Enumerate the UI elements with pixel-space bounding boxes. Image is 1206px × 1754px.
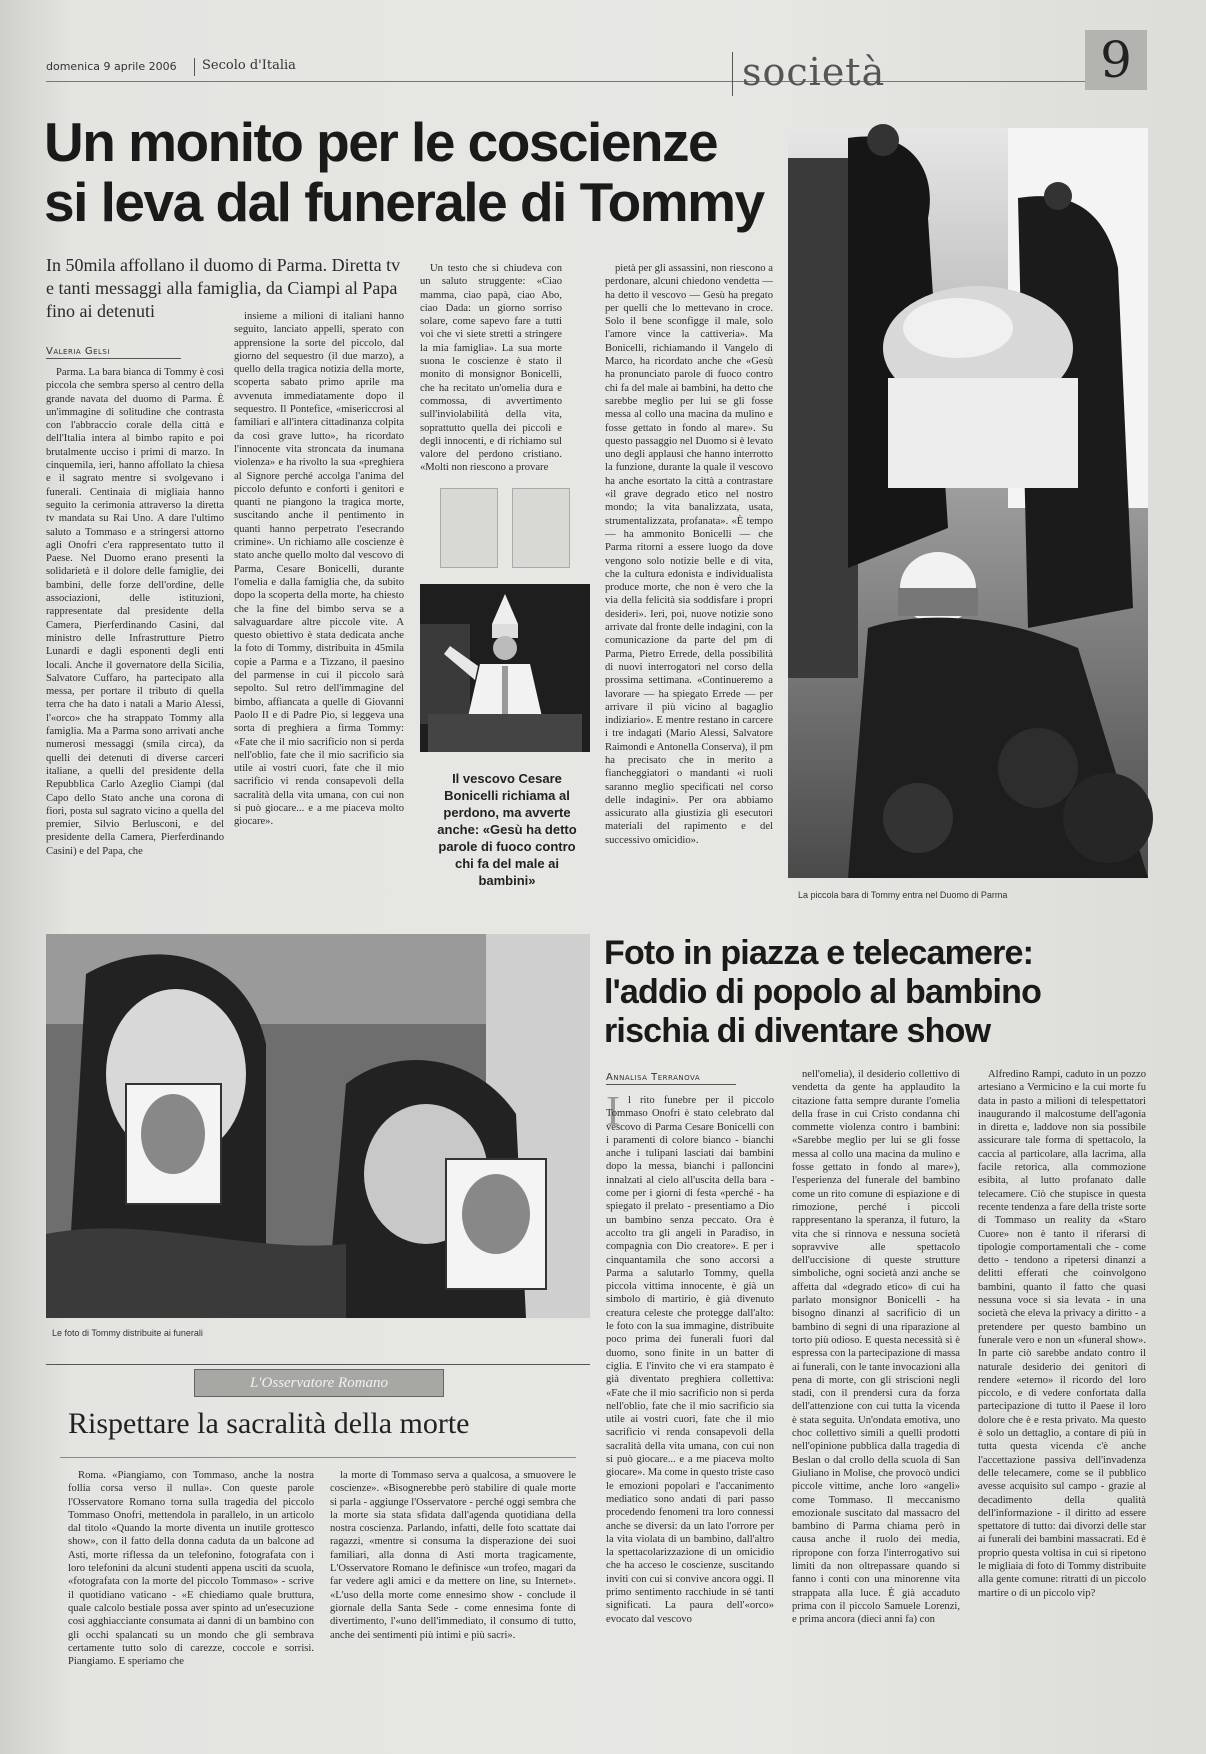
article2-column-3: Alfredino Rampi, caduto in un pozzo artesiano a Vermicino e la cui morte fu data in pasto a milioni di telespettatori inaugurando il malcostume dell'agonia in diretta e, laddove non sia possibile assicurare tale forma di spettacolo, la caccia al particolare, alla lacrima, alla facile retorica, alla commozione esibita, al lutto profanato dalle telecamere. Ciò che stupisce in questa recente tendenza a fare della triste sorte di Tommaso un reality da «Staro Cuore» non è tanto il riferarsi di tipologie comportamentali che - come detto - tendono a ripetersi dinanzi a delitti efferati che coinvolgono bambini, quanto il fatto che quasi nessuna voce si sia levata - in una società che eleva la privacy a diritto - a pretendere per questo bambino un funerale vero e non un «funeral show». In parte ciò sarebbe andato contro il naturale desiderio dei genitori di rendere «eterno» il ricordo del loro piccolo, e di vedere confortata dalla partecipazione di tutto il Paese il loro dolore che è e resta privato. Ma questo è solo un dettaglio, a contare di più in tutta questa vicenda c'è anche l'accettazione passiva dell'invadenza delle telecamere, come se il pubblico avesse acquisito sul campo - grazie al decadimento della qualità dell'informazione - il diritto ad essere spettatore di tutto: dai divorzi delle star ai funerali dei bambini massacrati. Ed è proprio questa voltisa in cui si ripetono le migliaia di foto di Tommy distribuite alla gente comune: ritratti di un piccolo martire o di un piccolo vip? xyxy=(978,1069,1146,1599)
byline2-rule xyxy=(606,1084,736,1085)
decorative-frame-2 xyxy=(512,488,570,568)
article2-headline xyxy=(604,934,1149,1051)
byline-rule xyxy=(46,358,181,359)
article2-dropcap: I xyxy=(606,1089,620,1135)
coffin-photo-caption: La piccola bara di Tommy entra nel Duomo di Parma xyxy=(798,890,1008,900)
masthead-divider-1 xyxy=(194,58,195,76)
article1-summary: In 50mila affollano il duomo di Parma. Diretta tv e tanti messaggi alla famiglia, da Ciampi al Papa fino ai detenuti xyxy=(46,255,401,321)
masthead-rule xyxy=(46,81,1146,82)
bishop-illustration xyxy=(420,584,590,752)
article1-byline: Valeria Gelsi xyxy=(46,346,110,357)
women-illustration xyxy=(46,934,590,1318)
article1-column-2: insieme a milioni di italiani hanno seguito, lanciato appelli, sperato con apprensione la sorte del piccolo, dal giorno del sequestro (il due marzo), a quello della tragica notizia della morte, scoperta sabato primo aprile ma avvenuta immediatamente dopo il sequestro. Il Pontefice, «misericcrosi al familiari e all'intera cittadinanza colpita da così grave lutto», ha ricordato l'innocente vita stroncata da inumana violenza» e ha rivolto la sua «preghiera al Signore perché accolga l'anima del piccolo defunto e conforti i genitori e quanti ne piangono la tragica morte, suscitando anche il pentimento in quanti hanno perpetrato l'esecrando crimine». Un richiamo alle coscienze è stato anche quello molto dal vescovo di Parma, Cesare Bonicelli, durante l'omelia e dalla famiglia che, da subito dopo la scoperta della morte, ha chiesto che la fine del bimbo serva se a salvaguardare altre piccole vite. A questo obiettivo è stata dedicata anche la foto di Tommy, distribuita in 45mila copie a Parma e a Tizzano, il paesino del parmense in cui il piccolo sarà sepolto. Sul retro dell'immagine del bimbo, affiancata a quelle di Giovanni Paolo II e di Padre Pio, si leggeva una sorta di preghiera a firma Tommy: «Fate che il mio sacrificio non si perda nell'oblio, fate che il mio sacrificio sia utile ai vostri cuori, fate che il mio sacrificio vi renda consapevoli della sacralità della vita umana, con cui non si può giocare... e a me piaceva molto giocare». xyxy=(234,311,404,828)
box-kicker-band xyxy=(194,1369,444,1397)
headline-line-1: Un monito per le coscienze xyxy=(44,111,718,173)
box-kicker: L'Osservatore Romano xyxy=(249,1375,389,1391)
box-rule xyxy=(60,1457,576,1458)
coffin-photo xyxy=(788,128,1148,878)
osservatore-box xyxy=(46,1364,590,1749)
pull-quote: Il vescovo Cesare Bonicelli richiama al perdono, ma avverte anche: «Gesù ha detto parole di fuoco contro chi fa del male ai bambini» xyxy=(437,771,577,888)
paper-name: Secolo d'Italia xyxy=(202,58,296,73)
article2-byline: Annalisa Terranova xyxy=(606,1072,701,1083)
headline2-line-2: l'addio di popolo al bambino xyxy=(604,973,1042,1011)
decorative-frame-1 xyxy=(440,488,498,568)
coffin-illustration xyxy=(788,128,1148,878)
page-date: domenica 9 aprile 2006 xyxy=(46,60,177,73)
headline2-line-3: rischia di diventare show xyxy=(604,1012,991,1050)
headline-line-2: si leva dal funerale di Tommy xyxy=(44,171,764,233)
article1-column-3: Un testo che si chiudeva con un saluto struggente: «Ciao mamma, ciao papà, ciao Abo, ciao Dada: un giorno sorriso solare, come sapevo fare a tutti voi che vi siete stretti a stringere la mia famiglia». La sua morte suona le coscienze è stato il monito di monsignor Bonicelli, che ha recitato un'omelia dura e commossa, di avvertimento sull'inviolabilità della vita, soprattutto quella dei piccoli e degli innocenti, e di richiamo sul valore del perdono cristiano. «Molti non riescono a provare xyxy=(420,263,562,474)
box-column-2: la morte di Tommaso serva a qualcosa, a smuovere le coscienze». «Bisognerebbe però stabilire di quale morte si parla - aggiunge l'Osservatore - perché oggi sembra che la morte sia stata sfidata dall'agenda quotidiana della nostra coscienza. Parlando, infatti, delle foto scattate dai ragazzi, «mentre si consuma la disperazione dei suoi familiari, alla donna di Asti morta tragicamente, L'Osservatore Romano le definisce «un trofeo, magari da far vedere agli amici e da mettere on line, su Internet». «L'uso della morte come ennesimo show - conclude il giornale della Santa Sede - come ennesima fonte di divertimento, l'«uno dell'immediato, il consumo di tutto, anche dei sentimenti più intimi e più sacri». xyxy=(330,1470,576,1641)
women-photo xyxy=(46,934,590,1318)
masthead-divider-2 xyxy=(732,52,733,96)
headline2-line-1: Foto in piazza e telecamere: xyxy=(604,934,1034,972)
page-number-box xyxy=(1085,30,1147,90)
bishop-photo xyxy=(420,584,590,752)
article2-column-1: l rito funebre per il piccolo Tommaso Onofri è stato celebrato dal vescovo di Parma Cesare Bonicelli con i paramenti di colore bianco - bianchi anche i tulipani lasciati dai bambini dopo la messa, bianchi i palloncini innalzati al cielo all'uscita della bara - come per i giorni di festa «perché - ha spiegato il prelato - presentiamo a Dio un bambino senza peccato. Ora è accolto tra gli angeli in Paradiso, in compagnia con Dio creatore». E per i cinquantamila che sono accorsi a Parma a salutarlo Tommy, quella piccola vittima innocente, è già un simbolo di martirio, è già divenuto creatura celeste che protegge dall'alto: le foto con la sua immagine, distribuite poco prima dei funerali fuori dal duomo, sono finite in un batter di ciglia. E l'invito che vi era stampato è già diventato preghiera collettiva: «Fate che il mio sacrificio non si perda nell'oblio, fate che il mio sacrificio sia utile ai vostri cuori, fate che il mio sacrificio vi renda consapevoli della sacralità della vita umana, con cui non si può giocare... e a me piaceva molto giocare». Ma come in questo triste caso le emozioni popolari e l'accanimento mediatico sono andati di pari passo procedendo fenomeni tra loro connessi anche se diversi: da un lato l'orrore per la vita violata di un bambino, dall'altro la spettacolarizzazione di un omicidio che ha acceso le coscienze, suscitando inviti con cui si convive ancora oggi. Il primo sentimento racchiude in sé tanti significati. La paura dell'«orco» evocato dal vescovo xyxy=(606,1095,774,1625)
section-title: società xyxy=(742,50,886,94)
article1-column-1: Parma. La bara bianca di Tommy è così piccola che sembra sperso al centro della grande navata del duomo di Parma. È un'immagine di solitudine che contrasta con l'abbraccio corale della città e dell'Italia intera al bimbo rapito e poi brutalmente ucciso i primi di marzo. In cinquemila, ieri, hanno affollato la chiesa e il sagrato mentre si svolgevano i funerali. Centinaia di migliaia hanno seguito la cerimonia attraverso la diretta tv mandata su Rai Uno. A dare l'ultimo saluto a Tommaso e a stringersi attorno agli Onofri c'era rappresentato tutto il Paese. Nel Duomo erano presenti la solidarietà e il dolore delle famiglie, dei bambini, delle forze dell'ordine, delle associazioni, delle istituzioni, rappresentate dal presidente della Camera, Pierferdinando Casini, dal ministro delle Infrastrutture Pietro Lunardi e dagli esponenti degli enti locali. Anche il governatore della Sicilia, Salvatore Cuffaro, ha partecipato alla messa, per portare il tributo di quella terra che ha dato i natali a Mario Alessi, l'«orco» che ha strappato Tommy alla famiglia. Ma a Parma sono arrivati anche numerosi messaggi (smila circa), da quelli dei detenuti di diverse carceri italiane, a quelli del presidente della Repubblica Carlo Azeglio Ciampi (dal Capo dello Stato anche una corona di fiori, posta sul sagrato vicino a quella del premier, Silvio Berlusconi, e del presidente della Camera, Pierferdinando Casini) e del Papa, che xyxy=(46,367,224,857)
women-photo-caption: Le foto di Tommy distribuite ai funerali xyxy=(52,1328,203,1338)
article1-column-4: pietà per gli assassini, non riescono a perdonare, alcuni chiedono vendetta — ha detto il vescovo — Gesù ha pregato per quelli che lo mettevano in croce. Solo il bene sconfigge il male, solo l'amore vince la cattiveria». Ma Bonicelli, richiamando il Vangelo di Marco, ha ricordato anche che «Gesù ha pronunciato parole di fuoco contro chi fa del male ai bambini, ha detto che sarebbe meglio per lui se gli fosse messa al collo una macina da mulino e fosse gettato in fondo al mare». Su questo passaggio nel Duomo si è levato uno degli applausi che hanno interrotto la funzione, durante la quale il vescovo ha anche esortato la città a contrastare «il grave degrado etico nel nostro mondo; la vita banalizzata, usata, strumentalizzata, profanata». «È tempo — ha ammonito Bonicelli — che Parma ritorni a essere luogo da dove vengono solo notizie belle e di vita, che la cultura edonista e individualista produce morte, che non è vero che la via della felicità sia soddisfare i propri desideri». Ieri, poi, nuove notizie sono arrivate dal fronte delle indagini, con la comunicazione da parte del pm di Parma, Pietro Errede, della possibilità di nuovi interrogatori nel corso della prossima settimana. «Continueremo a lavorare — ha spiegato Errede — per arrivare il più vicino al bagaglio indiziario». E mentre restano in carcere i tre indagati (Mario Alessi, Salvatore Raimondi e Antonella Conserva), il pm ha precisato che in merito a fiancheggiatori o mandanti «i ruoli saranno meglio specificati nel corso delle indagini». Per ora abbiamo assicurato alla giustizia gli esecutori materiali del rapimento e del successivo omicidio». xyxy=(605,263,773,846)
box-headline: Rispettare la sacralità della morte xyxy=(68,1407,470,1440)
box-column-1: Roma. «Piangiamo, con Tommaso, anche la nostra follia corsa verso il nulla». Con queste parole l'Osservatore Romano torna sulla tragedia del piccolo Tommaso Onofri, mettendola in parallelo, in un articolo dal titolo «Quando la morte diventa un inutile grottesco show», con il fatto della donna caduta da un balcone ad Asti, morte riflessa da un telefonino, fotografata con i loro telefonini da alcuni studenti appena usciti da scuola, «fotografata con la morte del piccolo Tommaso» - scrive il quotidiano vaticano - «E chiediamo quale bruttura, quale calcolo bestiale possa aver spinto ad un'esecuzione così agghiacciante consumata ai danni di un bambino con gli occhi spalancati su un mondo che gli sembrava certamente tutto solo di carezze, coccole e sorrisi. Piangiamo. E speriamo che xyxy=(68,1470,314,1668)
page-number: 9 xyxy=(1100,31,1132,89)
article1-headline xyxy=(44,112,784,232)
article2-column-2: nell'omelia), il desiderio collettivo di vendetta da gente ha applaudito la citazione fatta sempre durante l'omelia della frase in cui Cristo condanna chi commette violenza contro i bambini: «Sarebbe meglio per lui se gli fosse messa al collo una macina da mulino e fosse gettato in fondo al mare»), l'esperienza del funerale del bambino come un rito comune di espiazione e di rimozione, perché i piccoli rappresentano la speranza, il futuro, la vita che si rinnova e nessuna società sopravvive alle spettacolo dell'uccisione di queste strutture simboliche, ogni società anzi anche se affetta dal «degrado etico» di cui ha parlato monsignor Bonicelli - ha bisogno dinanzi al sacrificio di un bambino di segni di una riparazione al torto più odioso. E questa necessità si è espressa con la partecipazione di massa ai funerali, con le tante invocazioni alla pena di morte, con gli striscioni negli stadi, con il prendersi cura da forza dell'attenzione con cui tutta la vicenda è stata seguita. Un'ondata emotiva, uno choc collettivo simili a quelli prodotti nell'opinione pubblica dalla tragedia di Beslan o dal crollo della scuola di San Giuliano in Molise, che provocò undici piccole vittime, anche loro «angeli» come Tommaso. Il meccanismo emozionale suscitato dal massacro del bambino di Parma chiama però in causa anche il ruolo dei media, ripropone con forza l'interrogativo sui limiti da non oltrepassare quando si fanno i conti con una minorenne vita strappata alla luce. È già accaduto prima con il piccolo Samuele Lorenzi, e prima ancora (dieci anni fa) con xyxy=(792,1069,960,1626)
